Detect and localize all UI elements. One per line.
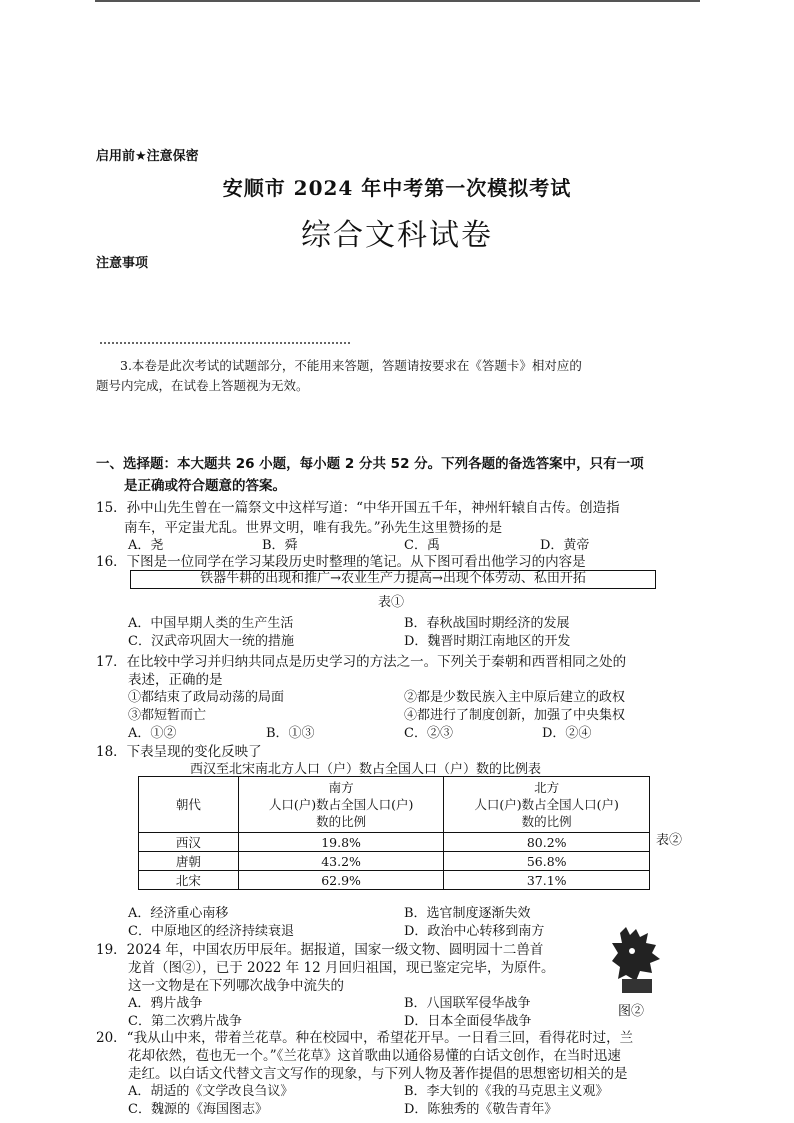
q16-option-d: D．魏晋时期江南地区的开发 [404, 634, 571, 649]
col-south [238, 777, 444, 833]
q18-option-d: D．政治中心转移到南方 [404, 924, 545, 939]
exam-title: 安顺市 2024 年中考第一次模拟考试 [222, 176, 572, 200]
q18-option-c: C．中原地区的经济持续衰退 [128, 924, 294, 939]
q17-statement-2: ②都是少数民族入主中原后建立的政权 [404, 690, 626, 705]
q18-option-a: A．经济重心南移 [128, 906, 229, 921]
q17-option-b: B．①③ [266, 726, 315, 741]
q17-statement-4: ④都进行了制度创新，加强了中央集权 [404, 708, 626, 723]
q15-stem-2: 南车，平定蚩尤乱。世界文明，唯有我先。”孙先生这里赞扬的是 [124, 520, 503, 536]
q18-option-b: B．选官制度逐渐失效 [404, 906, 531, 921]
q20-option-c: C．魏源的《海国图志》 [128, 1102, 268, 1117]
top-border-line [95, 0, 700, 2]
q16-option-b: B．春秋战国时期经济的发展 [404, 616, 570, 631]
q19-stem-3: 这一文物是在下列哪次战争中流失的 [128, 978, 344, 994]
table-row [139, 833, 650, 852]
q17-statement-1: ①都结束了政局动荡的局面 [128, 690, 285, 705]
population-ratio-table [138, 776, 650, 890]
q15-option-d: D．黄帝 [540, 538, 590, 553]
q19-stem-2: 龙首（图②），已于 2022 年 12 月回归祖国，现已鉴定完毕，为原件。 [128, 960, 555, 976]
col-north-line-2: 人口(户)数占全国人口(户) [474, 797, 619, 812]
col-dynasty: 朝代 [139, 777, 239, 833]
col-south-line-1: 南方 [328, 780, 354, 795]
q20-option-b: B．李大钊的《我的马克思主义观》 [404, 1084, 609, 1099]
cell-north: 56.8% [444, 852, 650, 871]
table-header-row [139, 777, 650, 833]
q18-stem: 18．下表呈现的变化反映了 [96, 744, 262, 760]
col-north-line-1: 北方 [534, 780, 560, 795]
redacted-notes-line [100, 342, 350, 346]
q18-table-title: 西汉至北宋南北方人口（户）数占全国人口（户）数的比例表 [190, 762, 542, 777]
q18-table-caption: 表② [656, 833, 683, 848]
cell-dynasty: 北宋 [139, 871, 239, 890]
cell-north: 80.2% [444, 833, 650, 852]
q15-option-a: A．尧 [128, 538, 164, 553]
q19-option-b: B．八国联军侵华战争 [404, 996, 531, 1011]
cell-south: 62.9% [238, 871, 444, 890]
cell-dynasty: 唐朝 [139, 852, 239, 871]
q17-option-c: C．②③ [404, 726, 453, 741]
q20-stem-1: 20．“我从山中来，带着兰花草。种在校园中，希望花开早。一日看三回，看得花时过，兰 [96, 1030, 634, 1046]
section-heading-cont: 是正确或符合题意的答案。 [124, 478, 286, 494]
cell-dynasty: 西汉 [139, 833, 239, 852]
q15-option-b: B．舜 [262, 538, 298, 553]
col-south-line-2: 人口(户)数占全国人口(户) [268, 797, 414, 812]
table-row [139, 871, 650, 890]
q19-stem-1: 19．2024 年，中国农历甲辰年。据报道，国家一级文物、圆明园十二兽首 [96, 942, 544, 958]
q17-stem-1: 17．在比较中学习并归纳共同点是历史学习的方法之一。下列关于秦朝和西晋相同之处的 [96, 654, 627, 670]
q16-option-c: C．汉武帝巩固大一统的措施 [128, 634, 294, 649]
q17-option-a: A．①② [128, 726, 177, 741]
cell-south: 43.2% [238, 852, 444, 871]
confidential-label: 启用前★注意保密 [96, 149, 199, 164]
q17-statement-3: ③都短暂而亡 [128, 708, 207, 723]
q19-option-c: C．第二次鸦片战争 [128, 1014, 242, 1029]
table-row [139, 852, 650, 871]
q16-option-a: A．中国早期人类的生产生活 [128, 616, 294, 631]
note-3-line-1: 3.本卷是此次考试的试题部分，不能用来答题，答题请按要求在《答题卡》相对应的 [120, 358, 582, 373]
q20-stem-2: 花却依然，苞也无一个。”《兰花草》这首歌曲以通俗易懂的白话文创作，在当时迅速 [128, 1048, 621, 1064]
cell-north: 37.1% [444, 871, 650, 890]
q15-stem-1: 15．孙中山先生曾在一篇祭文中这样写道：“中华开国五千年，神州轩辕自古传。创造指 [96, 500, 620, 516]
section-heading: 一、选择题：本大题共 26 小题，每小题 2 分共 52 分。下列各题的备选答案中，只有一项 [96, 456, 644, 472]
q17-option-d: D．②④ [542, 726, 592, 741]
q17-stem-2: 表述，正确的是 [128, 672, 223, 688]
q19-option-a: A．鸦片战争 [128, 996, 203, 1011]
note-3-line-2: 题号内完成，在试卷上答题视为无效。 [96, 378, 309, 393]
notes-heading: 注意事项 [96, 256, 149, 271]
col-south-line-3: 数的比例 [316, 814, 367, 829]
q20-option-a: A．胡适的《文学改良刍议》 [128, 1084, 294, 1099]
dragon-head-figure [606, 925, 664, 997]
col-north [444, 777, 650, 833]
q20-stem-3: 走红。以白话文代替文言文写作的现象，与下列人物及著作提倡的思想密切相关的是 [128, 1066, 628, 1082]
q16-table-caption: 表① [378, 595, 405, 610]
q19-option-d: D．日本全面侵华战争 [404, 1014, 532, 1029]
q20-option-d: D．陈独秀的《敬告青年》 [404, 1102, 558, 1117]
q15-option-c: C．禹 [404, 538, 440, 553]
q16-note-box: 铁器牛耕的出现和推广→农业生产力提高→出现个体劳动、私田开拓 [130, 570, 656, 589]
col-north-line-3: 数的比例 [521, 814, 572, 829]
q16-stem: 16．下图是一位同学在学习某段历史时整理的笔记。从下图可看出他学习的内容是 [96, 554, 586, 570]
cell-south: 19.8% [238, 833, 444, 852]
q19-figure-caption: 图② [618, 1004, 645, 1019]
exam-subtitle: 综合文科试卷 [301, 218, 493, 253]
